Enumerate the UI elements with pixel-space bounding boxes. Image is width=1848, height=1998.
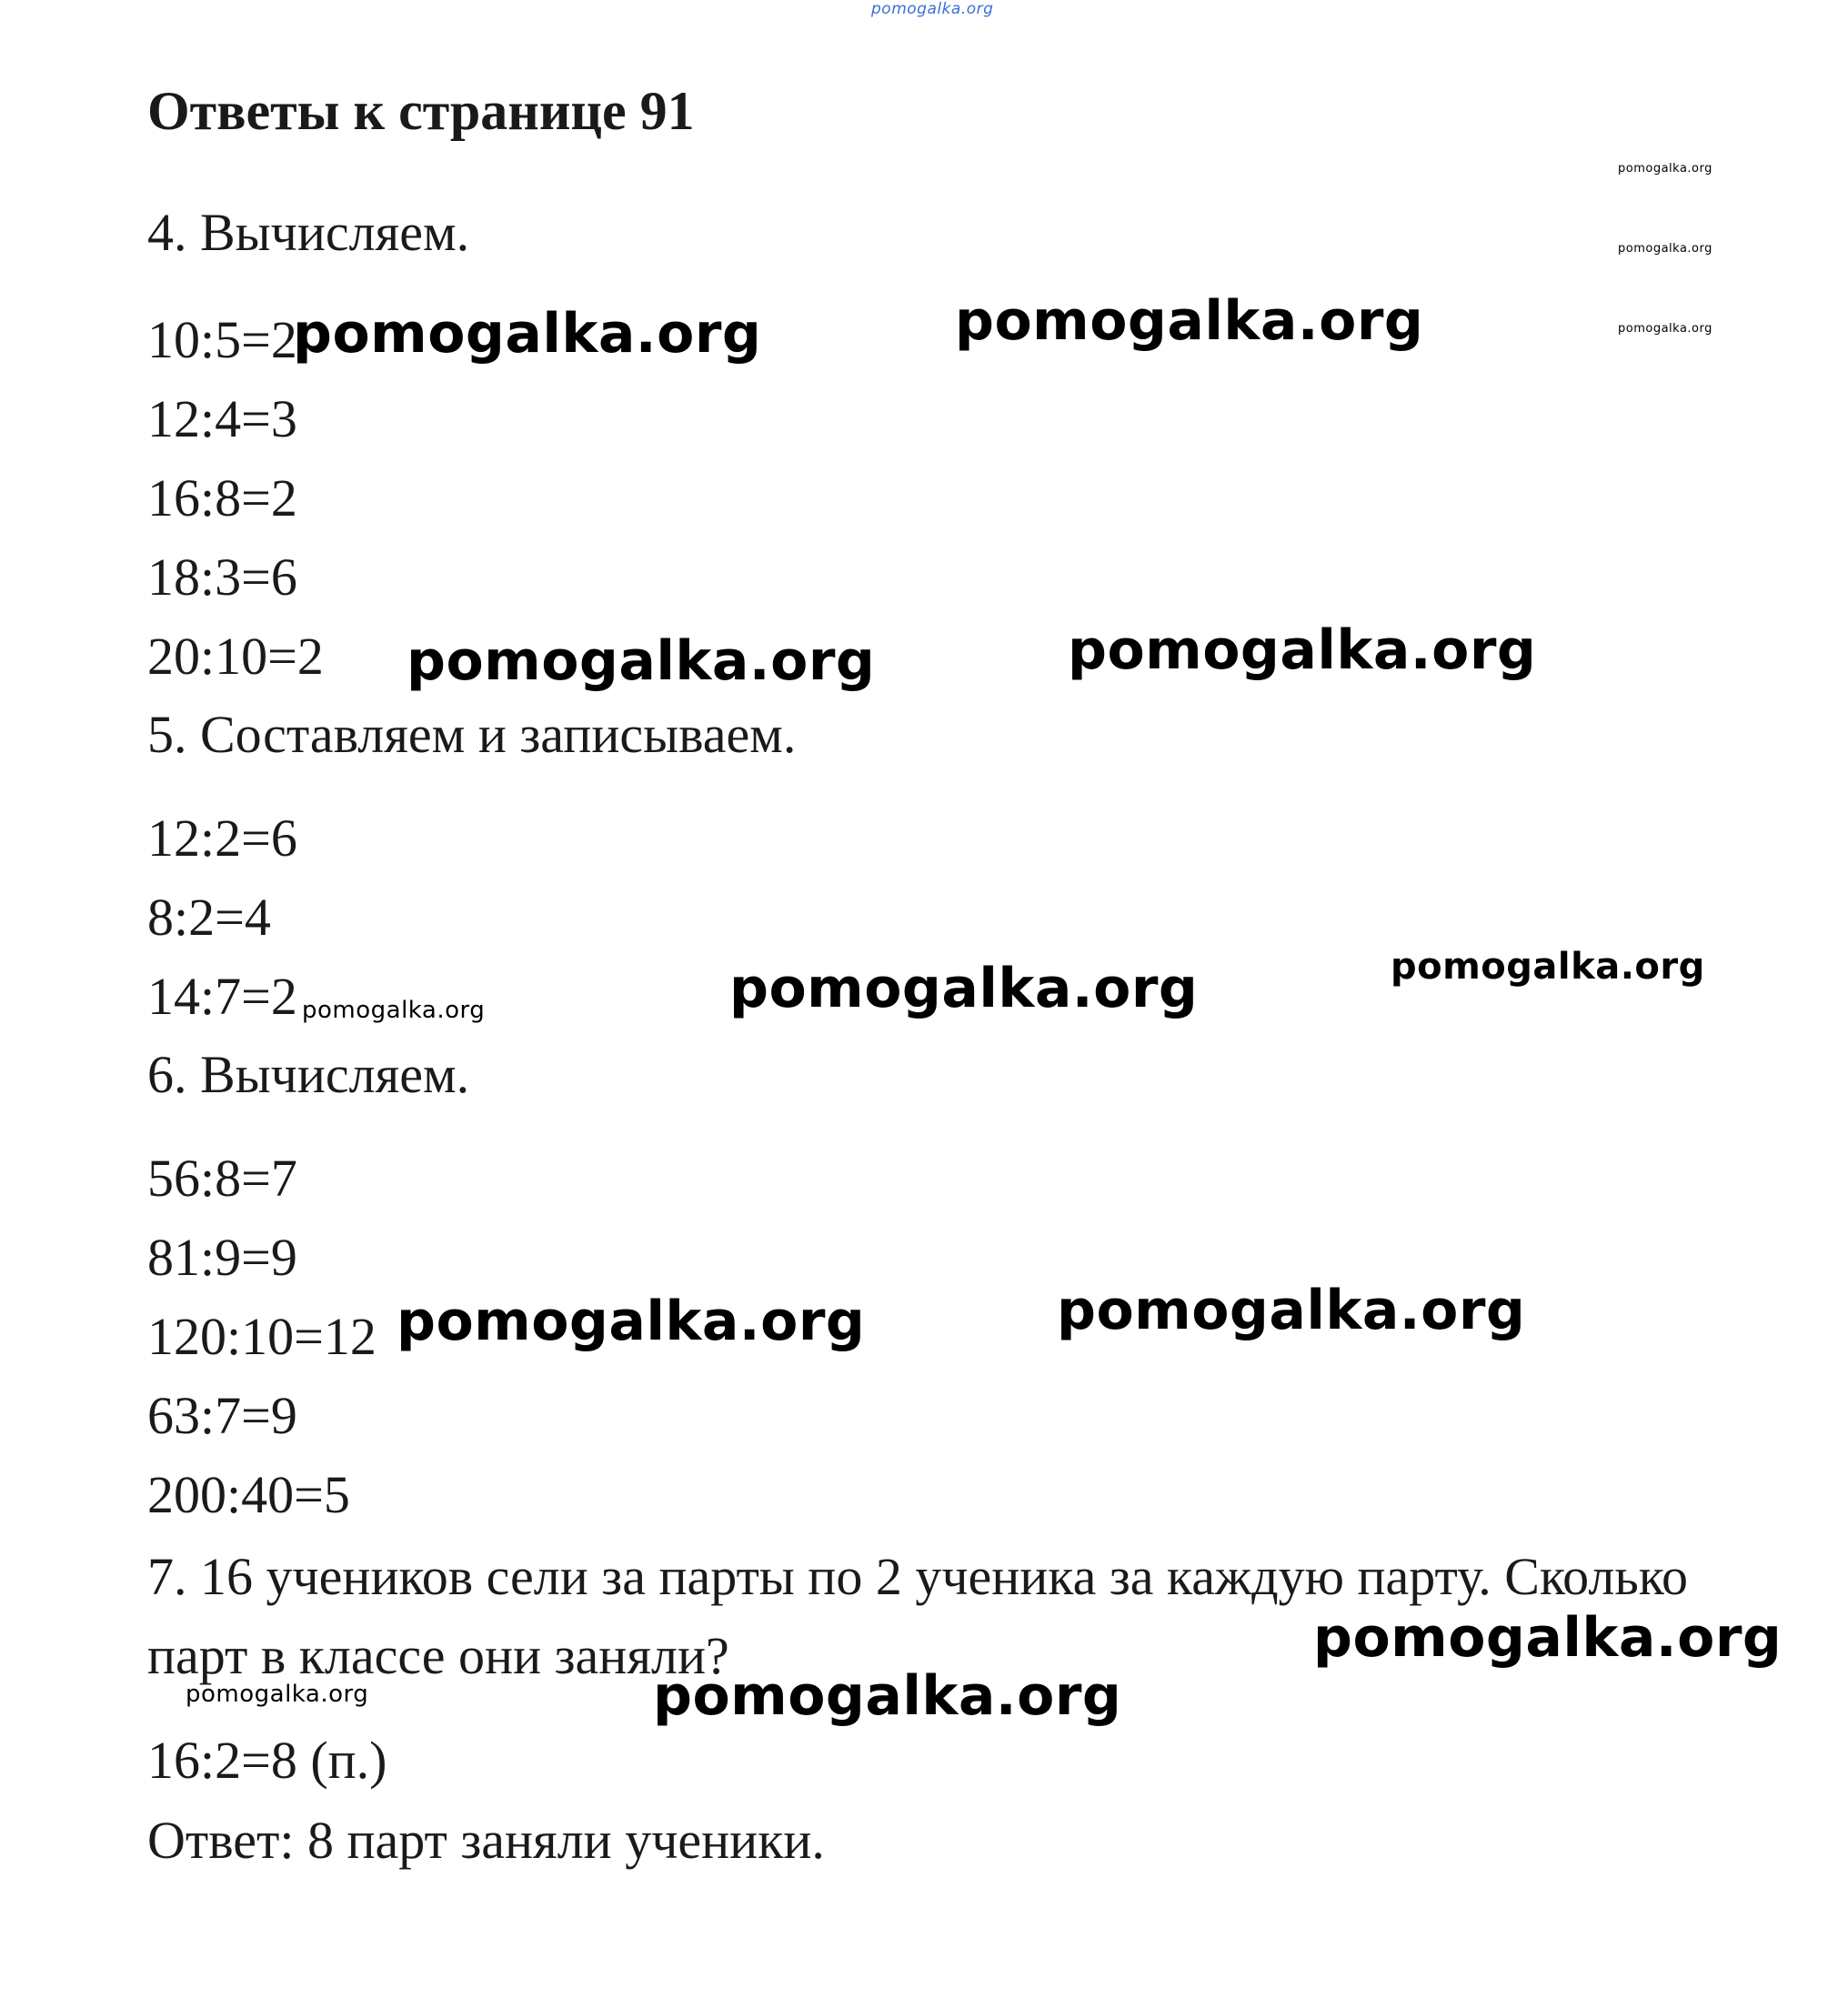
watermark-medium: pomogalka.org xyxy=(1391,946,1705,988)
header-watermark: pomogalka.org xyxy=(871,0,994,18)
task7-question-line1: 7. 16 учеников сели за парты по 2 ученика за каждую парту. Сколько xyxy=(147,1547,1689,1606)
watermark-large: pomogalka.org xyxy=(653,1664,1122,1728)
task6-line: 56:8=7 xyxy=(147,1149,297,1208)
task6-line: 81:9=9 xyxy=(147,1228,297,1287)
task4-line: 12:4=3 xyxy=(147,389,297,448)
task7-answer: Ответ: 8 парт заняли ученики. xyxy=(147,1811,825,1870)
watermark-large: pomogalka.org xyxy=(1313,1606,1783,1670)
watermark-medium: pomogalka.org xyxy=(302,997,486,1024)
task7-solution: 16:2=8 (п.) xyxy=(147,1731,387,1790)
watermark-large: pomogalka.org xyxy=(729,957,1199,1020)
watermark-large: pomogalka.org xyxy=(407,629,876,693)
watermark-small: pomogalka.org xyxy=(1618,162,1712,176)
watermark-large: pomogalka.org xyxy=(1068,618,1537,682)
task6-heading: 6. Вычисляем. xyxy=(147,1045,470,1104)
task5-heading: 5. Составляем и записываем. xyxy=(147,705,797,764)
task4-line: 16:8=2 xyxy=(147,468,297,527)
watermark-small: pomogalka.org xyxy=(1618,242,1712,256)
page-title: Ответы к странице 91 xyxy=(147,81,695,141)
task4-line: 18:3=6 xyxy=(147,547,297,607)
watermark-large: pomogalka.org xyxy=(1057,1279,1526,1342)
watermark-large: pomogalka.org xyxy=(955,289,1424,353)
task6-line: 120:10=12 xyxy=(147,1307,377,1366)
watermark-large: pomogalka.org xyxy=(293,302,762,366)
task5-line: 12:2=6 xyxy=(147,808,297,868)
task5-line: 8:2=4 xyxy=(147,888,271,947)
task4-line: 10:5=2 xyxy=(147,310,297,369)
watermark-large: pomogalka.org xyxy=(397,1290,866,1353)
task6-line: 200:40=5 xyxy=(147,1465,350,1524)
watermark-medium: pomogalka.org xyxy=(186,1681,369,1708)
task4-line: 20:10=2 xyxy=(147,627,324,686)
task6-line: 63:7=9 xyxy=(147,1386,297,1445)
task7-question-line2: парт в классе они заняли? xyxy=(147,1626,729,1685)
watermark-small: pomogalka.org xyxy=(1618,322,1712,336)
task4-heading: 4. Вычисляем. xyxy=(147,203,470,262)
task5-line: 14:7=2 xyxy=(147,967,297,1026)
